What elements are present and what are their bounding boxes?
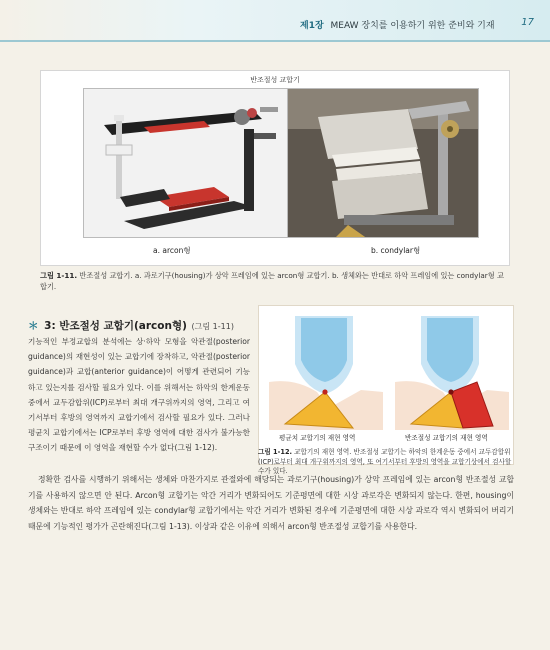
arcon-articulator-photo	[83, 88, 301, 238]
star-icon: ＊	[28, 320, 39, 332]
caption-number: 그림 1-12.	[258, 448, 293, 456]
paragraph: 정확한 검사를 시행하기 위해서는 생체와 마찬가지로 관절와에 해당되는 과로기구(housing)가 상악 프레임에 있는 arcon형 반조절성 교합기를 사용하지 않으면 안 된다. Arcon형 교합기는 악간 거리가 변화되어도 기준평면에 대한 시상 과로각은 변화되지 않는다. 한편, housing이 생체와는 반대로 하악 프레임에 있는 condylar형 교합기에서는 악간 거리가 변화된 경우에 기준평면에 대한 시상 과로각 역시 변화되어 버리기 때문에 기능적인 평가가 곤란해진다(그림 1-13). 이상과 같은 이유에 의해서 arcon형 반조절성 교합기를 사용한다.	[28, 475, 514, 531]
diagram-right-label: 반조절성 교합기의 재현 영역	[405, 434, 488, 442]
photo-b-label: b. condylar형	[371, 246, 421, 255]
caption-number: 그림 1-11.	[40, 271, 78, 280]
section-figure-ref: (그림 1-11)	[191, 322, 234, 331]
figure-1-11-caption	[40, 270, 510, 292]
body-text-full-width	[28, 470, 514, 534]
chapter-number: 제1장	[300, 21, 324, 31]
header-divider	[0, 40, 550, 42]
diagram-left-label: 평균치 교합기의 재현 영역	[279, 434, 356, 442]
section-heading	[28, 318, 234, 333]
caption-text: 교합기의 재현 영역. 반조절성 교합기는 하악의 한계운동 중에서 교두감합위(ICP)로부터 최대 개구위까지의 영역, 또 여기서부터 후방의 영역을 교합기상에서 검사할 수가 있다.	[258, 448, 512, 476]
condylar-articulator-photo	[287, 88, 479, 238]
figure-1-11	[40, 70, 510, 266]
semi-adjustable-articulator-diagram	[391, 312, 509, 430]
average-articulator-diagram	[265, 312, 383, 430]
figure-top-caption: 반조절성 교합기	[250, 76, 300, 84]
running-head	[300, 18, 495, 31]
photo-a-label: a. arcon형	[153, 246, 191, 255]
page-number: 17	[521, 17, 534, 28]
caption-text: 반조절성 교합기. a. 과로기구(housing)가 상악 프레임에 있는 arcon형 교합기. b. 생체와는 반대로 하악 프레임에 있는 condylar형 교합기.	[40, 271, 504, 291]
figure-1-12	[258, 305, 514, 465]
paragraph: 기능적인 부정교합의 분석에는 상·하악 모형을 악관절(posterior guidance)의 재현성이 있는 교합기에 장착하고, 악관절(posterior guidance)과 교합(anterior guidance)이 어떻게 관련되어 기능하고 있는지를 검사할 필요가 있다. 이를 위해서는 하악의 한계운동 중에서 교두감합위(ICP)로부터 최대 개구위까지의 영역, 그리고 여기서부터 후방의 영역까지 교합기에서 검사할 필요가 있다. 그러나 평균치 교합기에서는 ICP로부터 후방 영역에 대한 검사가 불가능한 구조이기 때문에 이 영역을 재현할 수가 없다(그림 1-12).	[28, 337, 250, 453]
chapter-title: MEAW 장치를 이용하기 위한 준비와 기재	[330, 21, 495, 31]
section-title-text: 3: 반조절성 교합기(arcon형)	[44, 320, 187, 332]
body-text-column	[28, 334, 250, 456]
